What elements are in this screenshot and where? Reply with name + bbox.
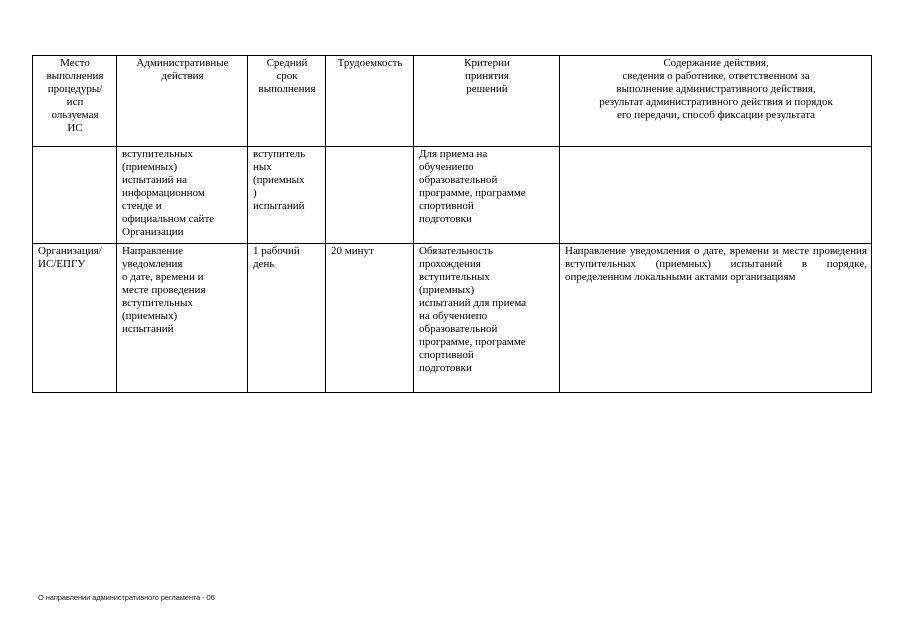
- table-row: [33, 244, 872, 393]
- header-place: Место выполнения процедуры/ исп ользуемая ИС: [33, 56, 117, 147]
- cell-criteria: Обязательность прохождения вступительных (приемных) испытаний для приема на обучениепо образовательной программе, программе спортивной подготовки: [414, 244, 560, 393]
- header-duration: Средний срок выполнения: [248, 56, 326, 147]
- regulation-table: [32, 55, 872, 393]
- cell-actions: вступительных (приемных) испытаний на информационном стенде и официальном сайте Организации: [117, 147, 248, 244]
- cell-place: Организация/ ИС/ЕПГУ: [33, 244, 117, 393]
- cell-duration: вступитель ных (приемных ) испытаний: [248, 147, 326, 244]
- cell-content: Направление уведомления о дате, времени и месте проведения вступительных (приемных) испытаний в порядке, определенном локальными актами организациям: [560, 244, 872, 393]
- cell-labor: [326, 147, 414, 244]
- cell-criteria: Для приема на обучениепо образовательной программе, программе спортивной подготовки: [414, 147, 560, 244]
- header-content: Содержание действия, сведения о работнике, ответственном за выполнение административного действия, результат административного действия и порядок его передачи, способ фиксации результата: [560, 56, 872, 147]
- cell-labor: 20 минут: [326, 244, 414, 393]
- cell-content: [560, 147, 872, 244]
- cell-duration: 1 рабочий день: [248, 244, 326, 393]
- header-labor: Трудоемкость: [326, 56, 414, 147]
- table-row: [33, 147, 872, 244]
- cell-actions: Направление уведомления о дате, времени и месте проведения вступительных (приемных) испытаний: [117, 244, 248, 393]
- cell-place: [33, 147, 117, 244]
- header-actions: Административные действия: [117, 56, 248, 147]
- header-criteria: Критерии принятия решений: [414, 56, 560, 147]
- page-footer: О направлении административного регламента - 06: [38, 593, 215, 602]
- table-header-row: [33, 56, 872, 147]
